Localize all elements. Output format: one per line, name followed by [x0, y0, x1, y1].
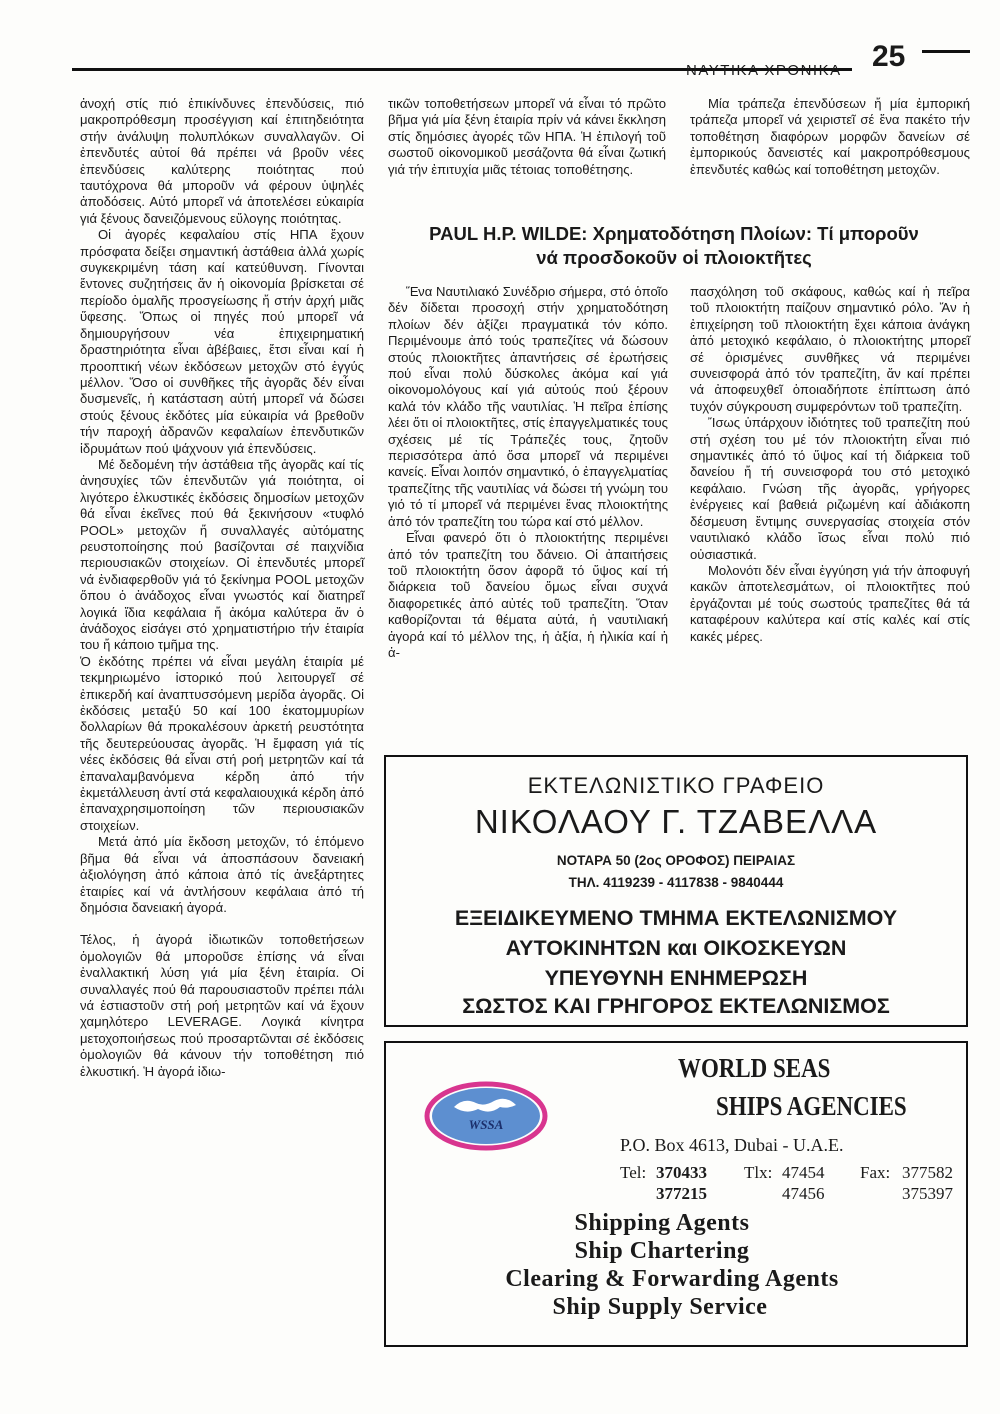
service-item: Shipping Agents — [574, 1210, 750, 1236]
ad-phones: ΤΗΛ. 4119239 - 4117838 - 9840444 — [568, 875, 784, 890]
paragraph: Οἱ ἀγορές κεφαλαίου στίς ΗΠΑ ἔχουν πρόσφατα δείξει σημαντική ἀστάθεια ἀλλά χωρίς συγκεκριμένη τάση καί κατεύθυνση. Γίνονται ἔντονες συζητήσεις ἄν ἡ οἰκονομία βρίσκεται σέ περίοδο ὁμαλῆς προσγείωσης ἤ στήν ἀρχή μιᾶς ὕφεσης. Ὅπως οἱ πηγές πού μπορεῖ νά δημιουργήσουν νέα ἐπιχειρηματική δραστηριότητα εἶναι ἀβέβαιες, ἔτσι εἶναι καί ἡ προοπτική νέων ἐκδόσεων μετοχῶν στό ἐγγύς μέλλον. Ὅσο οἱ συνθῆκες τῆς ἀγορᾶς δέν εἶναι δυσμενεῖς, ἡ κατάσταση αὐτή μπορεῖ νά δώσει στούς ξένους ἐκδότες μία εὐκαιρία νά βρεθοῦν τήν παροχή ἀδρανῶν κεφαλαίων ἐπενδυτικῶν ἱδρυμάτων πού ψάχνουν γιά ἐπενδύσεις. — [80, 227, 364, 456]
service-item: Ship Chartering — [574, 1238, 750, 1264]
fax-label: Fax: — [860, 1163, 891, 1182]
tlx-1: 47454 — [782, 1163, 825, 1182]
ad-title-1: WORLD SEAS — [678, 1053, 831, 1083]
ad-line-4: ΣΩΣΤΟΣ ΚΑΙ ΓΡΗΓΟΡΟΣ ΕΚΤΕΛΩΝΙΣΜΟΣ — [462, 994, 890, 1018]
article-column-a — [388, 284, 668, 661]
fax-2: 375397 — [902, 1184, 953, 1203]
paragraph: Μολονότι δέν εἶναι ἐγγύηση γιά τήν ἀποφυγή κακῶν ἀποτελεσμάτων, οἱ πλοιοκτῆτες πού ἐργάζονται μέ τούς σωστούς τραπεζίτες θά τά καταφέρουν καλύτερα καί στίς καλές καί στίς κακές μέρες. — [690, 562, 970, 644]
paragraph: Μία τράπεζα ἐπενδύσεων ἤ μία ἐμπορική τράπεζα μπορεῖ νά χειριστεῖ σέ ἕνα πακέτο τήν τοποθέτηση διαφόρων μορφῶν δανείων σέ ἐμπορικούς δανειστές καί μακροπρόθεσμους ἐπενδυτές καθώς καί τοποθέτηση μετοχῶν. — [690, 96, 970, 177]
paragraph: Τέλος, ἡ ἀγορά ἰδιωτικῶν τοποθετήσεων ὁμολογιῶν θά μποροῦσε ἐπίσης νά εἶναι ἐναλλακτική λύση γιά μία ξένη ἑταιρία. Οἱ συναλλαγές πού θά παρουσιαστοῦν πρέπει πάλι νά ἑστιαστοῦν στή ροή μετρητῶν καί νά ἔχουν χαμηλότερο LEVERAGE. Λογικά κίνητρα μετοχοποιήσεως πού προσαρτῶνται σέ ἐκδόσεις ὁμολογιῶν θά κάνουν τήν τοποθέτηση πιό ἑλκυστική. Ἡ ἀγορά ἰδιω- — [80, 932, 364, 1079]
fax-1: 377582 — [902, 1163, 953, 1182]
paragraph: Μετά ἀπό μία ἔκδοση μετοχῶν, τό ἑπόμενο βῆμα θά εἶναι νά ἀποσπάσουν δανειακή ἀξιολόγηση ἀπό κάποια ἀπό τίς ἀνεξάρτητες ἑταιρίες καί νά ἀντλήσουν κεφάλαια ἀπό τή δημόσια δανειακή ἀγορά. — [80, 834, 364, 915]
ad-address: P.O. Box 4613, Dubai - U.A.E. — [620, 1135, 844, 1155]
world-seas-ad — [384, 1041, 968, 1347]
header-rule-right — [922, 50, 970, 53]
services-list — [386, 1209, 966, 1321]
ad-title: ΕΚΤΕΛΩΝΙΣΤΙΚΟ ΓΡΑΦΕΙΟ — [527, 773, 825, 798]
paragraph: Ἕνα Ναυτιλιακό Συνέδριο σήμερα, στό ὁποῖο δέν δίδεται προσοχή στήν χρηματοδότηση πλοίων δέν ἀξίζει πραγματικά τόν κόπο. Περιμένουμε ἀπό τούς τραπεζίτες νά δώσουν στούς πλοιοκτῆτες ἀπαντήσεις σέ ἐρωτήσεις πού εἶναι πολύ δύσκολες ἀκόμα καί γιά οἰκονομολόγους καί γιά αὐτούς πού ξέρουν καλά τόν κλάδο τῆς ναυτιλίας. Ἡ πεῖρα ἐπίσης λέει ὅτι οἱ πλοιοκτῆτες, στίς ἐπαγγελματικές τους σχέσεις μέ τίς Τράπεζές τους, ζητοῦν περισσότερα ἀπό ὅσα μπορεῖ νά περιμένει κανείς. Εἶναι λοιπόν σημαντικό, ὁ ἐπαγγελματίας τραπεζίτης τῆς ναυτιλίας νά δώσει τή γνώμη του γιό τό τί μπορεῖ νά περιμένει ἕνας πλοιοκτήτης ἀπό τόν τραπεζίτη του τώρα καί στό μέλλον. — [388, 284, 668, 529]
column-2-top — [388, 96, 666, 178]
tlx-2: 47456 — [782, 1184, 825, 1203]
tlx-label: Tlx: — [744, 1163, 773, 1182]
paragraph: πασχόληση τοῦ σκάφους, καθώς καί ἡ πεῖρα τοῦ πλοιοκτήτη παίζουν σημαντικό ρόλο. Ἄν ἡ ἐπιχείρηση τοῦ πλοιοκτήτη ἔχει κάποια ἀνάγκη ἀπό μετοχικό κεφάλαιο, ὁ πλοιοκτήτης μπορεῖ σέ ὁρισμένες συνθῆκες νά περιμένει συνεισφορά ἀπό τόν τραπεζίτη, ἄν καί πρέπει νά ἀποφευχθεῖ ὁποιαδήποτε ἐπίπτωση ἀπό τυχόν σύγκρουση συμφερόντων τοῦ τραπεζίτη. — [690, 284, 970, 414]
tel-1: 370433 — [656, 1163, 707, 1182]
ad-line-2: ΑΥΤΟΚΙΝΗΤΩΝ και ΟΙΚΟΣΚΕΥΩΝ — [505, 936, 847, 960]
paragraph: Ἴσως ὑπάρχουν ἰδιότητες τοῦ τραπεζίτη πού στή σχέση του μέ τόν πλοιοκτήτη εἶναι πιό σημαντικές ἀπό τό ὕψος καί τή διάρκεια τοῦ δανείου ἤ τή συνεισφορά του στό μετοχικό κεφάλαιο. Γνώση τῆς ἀγορᾶς, γρήγορες ἐνέργειες καί βαθειά ριζωμένη καί ἀδιάκοπη δέσμευση ἔντιμης συνεργασίας στοιχεία στόν ναυτιλιακό κλάδο ἴσως εἶναι πολύ πιό οὐσιαστικά. — [690, 415, 970, 562]
article-headline — [384, 222, 964, 270]
column-3-top — [690, 96, 970, 178]
customs-office-ad — [384, 755, 968, 1027]
column-1 — [80, 96, 364, 1080]
ad-line-3: ΥΠΕΥΘΥΝΗ ΕΝΗΜΕΡΩΣΗ — [544, 966, 808, 990]
page-number: 25 — [872, 40, 906, 73]
article-column-b — [690, 284, 970, 645]
logo-text: WSSA — [468, 1117, 504, 1132]
tel-label: Tel: — [620, 1163, 647, 1182]
ad-address: ΝΟΤΑΡΑ 50 (2ος ΟΡΟΦΟΣ) ΠΕΙΡΑΙΑΣ — [556, 853, 796, 868]
ad-company-name: ΝΙΚΟΛΑΟΥ Γ. ΤΖΑΒΕΛΛΑ — [474, 803, 878, 840]
paragraph: ἀνοχή στίς πιό ἐπικίνδυνες ἐπενδύσεις, πιό μακροπρόθεσμη προσέγγιση καί ἐπιτηδειότητα στήν ἀνάλυψη πολυπλόκων συναλλαγῶν. Οἱ ἐπενδυτές αὐτοί θά πρέπει νά βροῦν νέες ἐπενδύσεις καλύτερης ποιότητας πού ταυτόχρονα θά μποροῦν νά φέρουν ὑψηλές ἀποδόσεις. Αὐτό μπορεῖ νά ἀποτελέσει εὐκαιρία γιά ξένους δανειζόμενους εὔλογης ποιότητας. — [80, 96, 364, 226]
paragraph: Μέ δεδομένη τήν ἀστάθεια τῆς ἀγορᾶς καί τίς ἀνησυχίες τῶν ἐπενδυτῶν γιά ποιότητα, οἱ λιγότερο ἑλκυστικές ἐκδόσεις δημοσίων μετοχῶν θά εἶναι ἐκεῖνες πού θά ξεκινήσουν «τυφλό POOL» μετοχῶν ἤ συναλλαγές αὐτόματης ρευστοποίησης πού βασίζονται σέ παιχνίδια περιουσιακῶν στοιχείων. Οἱ ἐπενδυτές μπορεῖ νά ἐνδιαφερθοῦν γιά τό ξεκίνημα POOL μετοχῶν ὅπου ὁ ἀνάδοχος εἶναι γνωστός καί διατηρεῖ λογικά ἴδια κεφάλαια ἤ ἀκόμα καλύτερα ἄν ὁ ἀνάδοχος εἰσάγει στό χρηματιστήριο τήν ἑταιρία του ἤ κάποιο τμῆμα της. — [80, 456, 364, 653]
headline-line-1: PAUL H.P. WILDE: Χρηματοδότηση Πλοίων: Τί μποροῦν — [429, 223, 919, 244]
paragraph: Εἶναι φανερό ὅτι ὁ πλοιοκτήτης περιμένει ἀπό τόν τραπεζίτη του δάνειο. Οἱ ἀπαιτήσεις τοῦ πλοιοκτήτη ὅσον ἀφορᾶ τό ὕψος καί τή διάρκεια τοῦ δανείου ὅμως εἶναι συχνά διαφορετικές ἀπό αὐτές τοῦ τραπεζίτη. Ὅταν καθορίζονται τά θέματα αὐτά, ἡ ναυτιλιακή ἀγορά καί τό μέλλον της, ἡ ἀξία, ἡ ἡλικία καί ἡ ἀ- — [388, 530, 668, 660]
service-item: Clearing & Forwarding Agents — [505, 1266, 839, 1292]
paragraph: τικῶν τοποθετήσεων μπορεῖ νά εἶναι τό πρῶτο βῆμα γιά μία ξένη ἑταιρία πρίν νά κάνει ἔκκληση στίς δημόσιες ἀγορές τῶν ΗΠΑ. Ἡ ἐπιλογή τοῦ σωστοῦ οἰκονομικοῦ μεσάζοντα θά εἶναι ζωτική γιά τήν ἐπιτυχία μιᾶς τέτοιας τοποθέτησης. — [388, 96, 666, 177]
wssa-logo-icon — [424, 1081, 548, 1151]
headline-line-2: νά προσδοκοῦν οἱ πλοιοκτῆτες — [536, 247, 812, 268]
paragraph: Ὁ ἐκδότης πρέπει νά εἶναι μεγάλη ἑταιρία μέ τεκμηριωμένο ἱστορικό πού λειτουργεῖ σέ ἐπικερδή καί ἀναπτυσσόμενη μερίδα ἀγορᾶς. Οἱ ἐκδόσεις μεταξύ 50 καί 100 ἑκατομμυρίων δολλαρίων θά προκαλέσουν ἀρκετή ρευστότητα τῆς δευτερεύουσας ἀγορᾶς. Ἡ ἔμφαση γιά τίς νέες ἐκδόσεις θά εἶναι στή ροή μετρητῶν καί τά ἐπαναλαμβανόμενα κέρδη ἀπό τήν ἐκμετάλλευση ἀντί στά κεφαλαιουχικά κέρδη ἀπό ἐπαναχρησιμοποίηση τῶν περιουσιακῶν στοιχείων. — [80, 653, 364, 833]
ad-title-2: SHIPS AGENCIES — [716, 1091, 907, 1121]
ad-line-1: ΕΞΕΙΔΙΚΕΥΜΕΝΟ ΤΜΗΜΑ ΕΚΤΕΛΩΝΙΣΜΟΥ — [454, 906, 898, 930]
service-item: Ship Supply Service — [552, 1294, 768, 1320]
tel-2: 377215 — [656, 1184, 707, 1203]
section-title: ΝΑΥΤΙΚΑ ΧΡΟΝΙΚΑ — [686, 62, 842, 79]
